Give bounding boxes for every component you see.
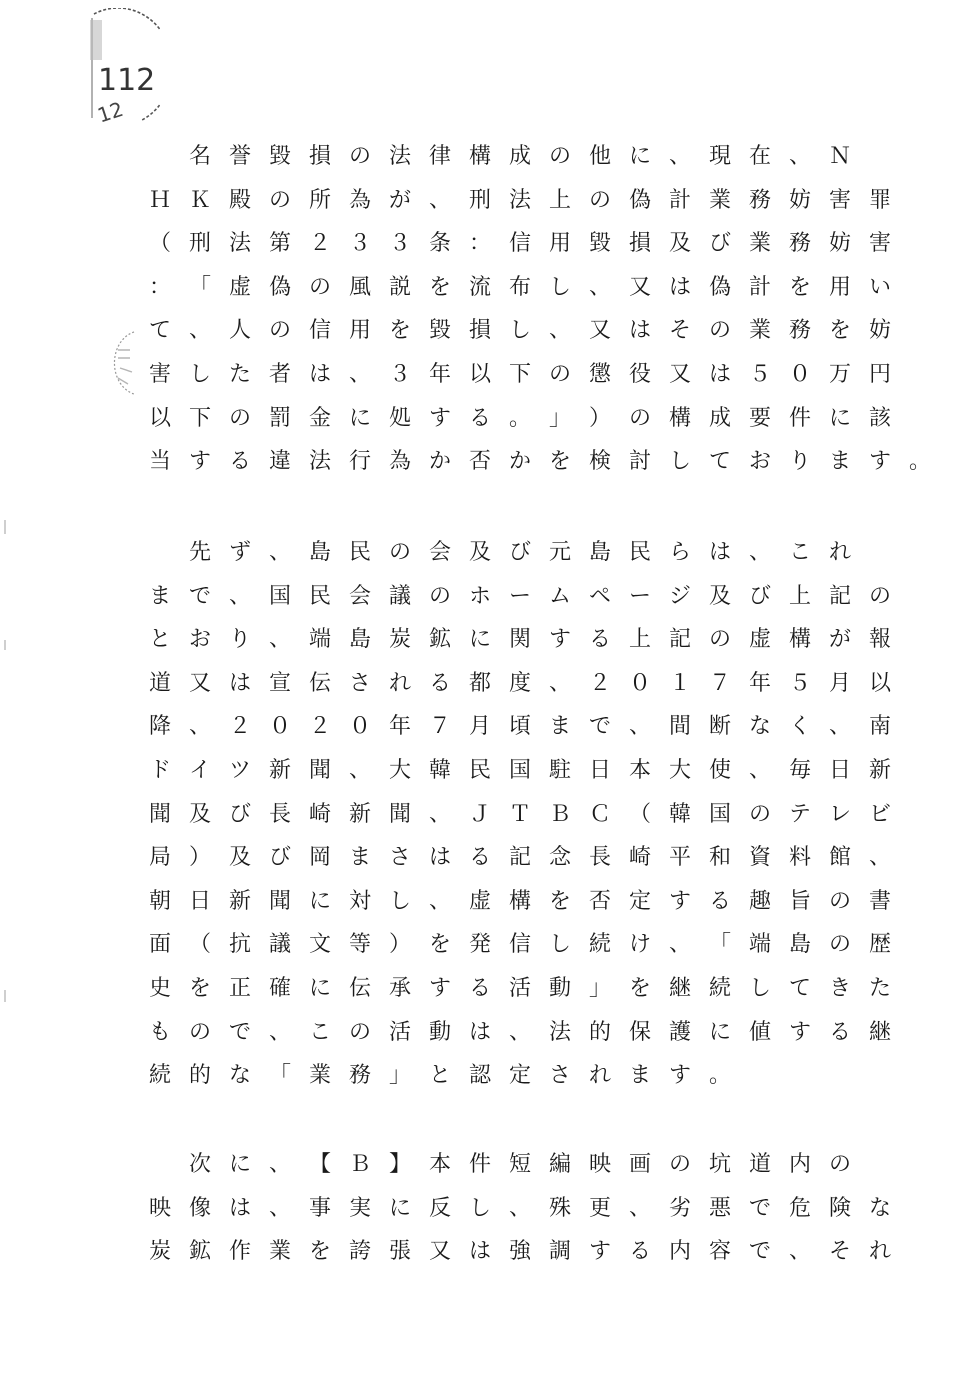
- receipt-stamp: [64, 8, 160, 128]
- text-line: 害 し た 者 は 、 ３ 年 以 下 の 懲 役 又 は ５ ０ 万 円: [148, 362, 891, 387]
- text-line: 映 像 は 、 事 実 に 反 し 、 殊 更 、 劣 悪 で 危 険 な: [148, 1195, 891, 1221]
- text-line: 史 を 正 確 に 伝 承 す る 活 動 」 を 継 続 し て き た: [148, 976, 891, 1001]
- text-line: 以 下 の 罰 金 に 処 す る 。 」 ） の 構 成 要 件 に 該: [148, 405, 891, 431]
- edge-mark: [4, 640, 6, 650]
- text-line: 道 又 は 宣 伝 さ れ る 都 度 、 ２ ０ １ ７ 年 ５ 月 以: [148, 670, 891, 696]
- text-line: 次 に 、 【 Ｂ 】 本 件 短 編 映 画 の 坑 道 内 の: [188, 1152, 851, 1177]
- text-line: 当 す る 違 法 行 為 か 否 か を 検 討 し て お り ま す 。: [148, 449, 931, 475]
- edge-mark: [4, 990, 6, 1002]
- receipt-stamp-graphic: [64, 8, 160, 128]
- text-line: て 、 人 の 信 用 を 毀 損 し 、 又 は そ の 業 務 を 妨: [148, 318, 891, 344]
- stamp-number: 112: [98, 63, 156, 98]
- text-line: も の で 、 こ の 活 動 は 、 法 的 保 護 に 値 す る 継: [148, 1019, 891, 1045]
- text-line: 炭 鉱 作 業 を 誇 張 又 は 強 調 す る 内 容 で 、 そ れ: [148, 1239, 891, 1265]
- text-line: （ 刑 法 第 ２ ３ ３ 条 ： 信 用 毀 損 及 び 業 務 妨 害: [148, 231, 891, 257]
- edge-mark: [4, 520, 6, 534]
- text-line: ま で 、 国 民 会 議 の ホ ー ム ペ ー ジ 及 び 上 記 の: [148, 583, 891, 609]
- text-line: 面 （ 抗 議 文 等 ） を 発 信 し 続 け 、 「 端 島 の 歴: [148, 932, 891, 958]
- text-line: と お り 、 端 島 炭 鉱 に 関 す る 上 記 の 虚 構 が 報: [148, 627, 891, 653]
- margin-seal-graphic: [104, 328, 140, 398]
- text-line: 先 ず 、 島 民 の 会 及 び 元 島 民 ら は 、 こ れ: [188, 540, 851, 565]
- text-line: Ｈ Ｋ 殿 の 所 為 が 、 刑 法 上 の 偽 計 業 務 妨 害 罪: [148, 187, 891, 213]
- text-line: 続 的 な 「 業 務 」 と 認 定 さ れ ま す 。: [148, 1063, 731, 1089]
- stamp-sub-number: 12: [94, 96, 127, 128]
- text-line: 朝 日 新 聞 に 対 し 、 虚 構 を 否 定 す る 趣 旨 の 書: [148, 888, 891, 914]
- text-line: 降 、 ２ ０ ２ ０ 年 ７ 月 頃 ま で 、 間 断 な く 、 南: [148, 714, 891, 740]
- text-line: 名 誉 毀 損 の 法 律 構 成 の 他 に 、 現 在 、 Ｎ: [188, 144, 851, 169]
- text-line: ： 「 虚 偽 の 風 説 を 流 布 し 、 又 は 偽 計 を 用 い: [148, 274, 891, 300]
- text-line: 聞 及 び 長 崎 新 聞 、 Ｊ Ｔ Ｂ Ｃ （ 韓 国 の テ レ ビ: [148, 801, 891, 827]
- margin-seal: [104, 328, 140, 398]
- text-line: 局 ） 及 び 岡 ま さ は る 記 念 長 崎 平 和 資 料 館 、: [148, 845, 891, 871]
- text-line: ド イ ツ 新 聞 、 大 韓 民 国 駐 日 本 大 使 、 毎 日 新: [148, 758, 891, 783]
